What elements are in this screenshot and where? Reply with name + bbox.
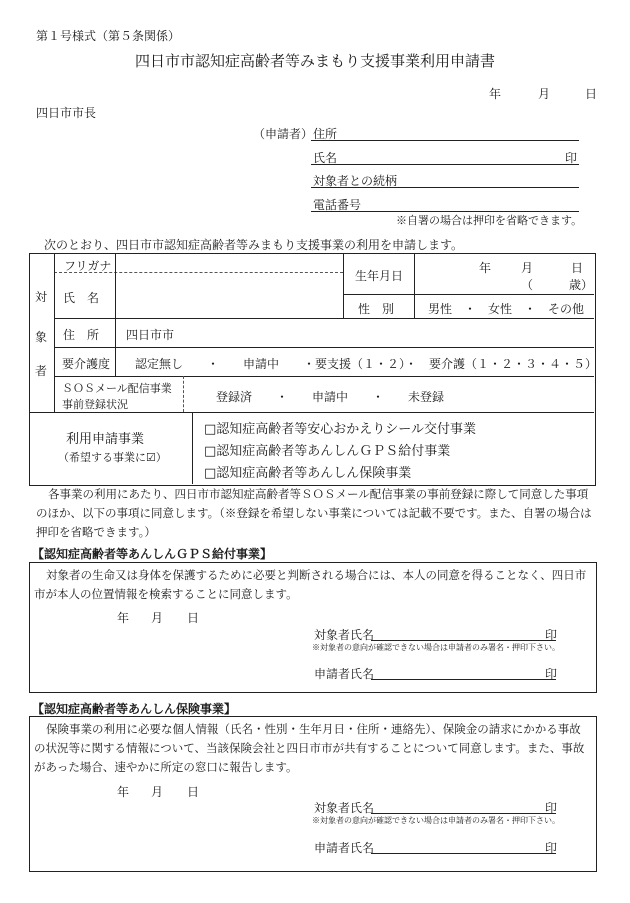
applicant-address-field[interactable] — [311, 140, 579, 141]
service-col-divider — [192, 412, 193, 484]
sex-label: 性 別 — [358, 302, 395, 316]
row-divider-1 — [54, 318, 594, 319]
gps-heading: 【認知症高齢者等あんしんＧＰＳ給付事業】 — [32, 547, 273, 561]
gps-target-seal: 印 — [545, 628, 558, 642]
page-title: 四日市市認知症高齢者等みまもり支援事業利用申請書 — [134, 52, 495, 70]
ins-target-seal: 印 — [545, 801, 558, 815]
intro-text: 次のとおり、四日市市認知症高齢者等みまもり支援事業の利用を申請します。 — [44, 238, 464, 252]
gps-date-month: 月 — [151, 611, 164, 625]
side-label-3: 者 — [35, 364, 48, 378]
ins-applicant-seal: 印 — [545, 841, 558, 855]
gps-date-year: 年 — [117, 611, 130, 625]
subject-name-field[interactable] — [118, 275, 342, 317]
consent-intro: 各事業の利用にあたり、四日市市認知症高齢者等ＳＯＳメール配信事業の事前登録に際して同意した事項のほか、以下の事項に同意します。（※登録を希望しない事業については記載不要です。また、自署の場合は押印を省略できます。） — [36, 487, 592, 539]
gps-date-day: 日 — [187, 611, 200, 625]
gps-applicant-seal: 印 — [545, 667, 558, 681]
date-year: 年 — [489, 87, 502, 101]
applicant-address-label: 住所 — [313, 127, 338, 141]
gps-target-name-field[interactable] — [371, 640, 556, 641]
side-col-divider — [54, 253, 55, 412]
service-hint: （希望する事業に☑） — [58, 451, 167, 464]
service-option-seal[interactable]: □認知症高齢者等安心おかえりシール交付事業 — [204, 422, 477, 437]
label-col-divider-1 — [115, 253, 116, 347]
ins-applicant-name-field[interactable] — [371, 853, 556, 854]
birth-divider — [343, 294, 594, 295]
age-field: （ 歳） — [521, 278, 594, 292]
service-option-insurance[interactable]: □認知症高齢者等あんしん保険事業 — [204, 466, 412, 481]
applicant-note: ※自署の場合は押印を省略できます。 — [396, 214, 583, 227]
date-month: 月 — [538, 87, 551, 101]
name-label: 氏 名 — [63, 291, 100, 305]
ins-target-name-label: 対象者氏名 — [314, 801, 375, 815]
ins-date-year: 年 — [117, 785, 130, 799]
applicant-name-label: 氏名 — [313, 151, 338, 165]
birth-month: 月 — [521, 261, 534, 275]
ins-note: ※対象者の意向が確認できない場合は申請者のみ署名・押印下さい。 — [312, 816, 560, 825]
side-label-2: 象 — [35, 330, 48, 344]
birth-day: 日 — [571, 261, 584, 275]
sos-label-2: 事前登録状況 — [62, 398, 128, 411]
care-options[interactable]: 認定無し ・ 申請中 ・要支援（１・２）・ 要介護（１・２・３・４・５） — [135, 357, 598, 371]
form-number: 第１号様式（第５条関係） — [36, 29, 181, 43]
label-col-divider-2 — [115, 347, 116, 376]
birth-label: 生年月日 — [355, 269, 404, 283]
furigana-label: フリガナ — [64, 259, 112, 273]
gps-applicant-name-field[interactable] — [371, 679, 556, 680]
service-label: 利用申請事業 — [66, 432, 145, 447]
addressee: 四日市市長 — [36, 106, 97, 120]
birth-value-divider — [414, 253, 415, 318]
address-value[interactable]: 四日市市 — [126, 328, 175, 342]
applicant-relation-label: 対象者との続柄 — [313, 174, 398, 188]
care-label: 要介護度 — [62, 357, 111, 371]
date-day: 日 — [585, 87, 598, 101]
applicant-relation-field[interactable] — [311, 187, 579, 188]
address-label: 住 所 — [63, 328, 100, 342]
gps-note: ※対象者の意向が確認できない場合は申請者のみ署名・押印下さい。 — [312, 643, 560, 652]
applicant-label: （申請者） — [253, 127, 314, 141]
gps-target-name-label: 対象者氏名 — [314, 628, 375, 642]
ins-applicant-name-label: 申請者氏名 — [314, 841, 375, 855]
sos-options[interactable]: 登録済 ・ 申請中 ・ 未登録 — [216, 390, 445, 404]
birth-year: 年 — [479, 261, 492, 275]
ins-date-day: 日 — [187, 785, 200, 799]
furigana-field[interactable] — [118, 256, 342, 271]
service-option-gps[interactable]: □認知症高齢者等あんしんＧＰＳ給付事業 — [204, 444, 451, 459]
row-divider-3 — [54, 376, 594, 377]
ins-date-month: 月 — [151, 785, 164, 799]
gps-text: 対象者の生命又は身体を保護するために必要と判断される場合には、本人の同意を得ることなく、四日市市が本人の位置情報を検索することに同意します。 — [34, 568, 587, 601]
row-divider-4 — [29, 412, 594, 413]
applicant-phone-label: 電話番号 — [313, 198, 362, 212]
ins-target-name-field[interactable] — [371, 813, 556, 814]
sex-options[interactable]: 男性 ・ 女性 ・ その他 — [428, 302, 585, 316]
insurance-heading: 【認知症高齢者等あんしん保険事業】 — [32, 702, 237, 716]
applicant-seal: 印 — [565, 151, 578, 165]
insurance-text: 保険事業の利用に必要な個人情報（氏名・性別・生年月日・住所・連絡先）、保険金の請求にかかる事故の状況等に関する情報について、当該保険会社と四日市市が共有することについて同意します。また、事故があった場合、速やかに所定の窓口に報告します。 — [34, 722, 585, 774]
applicant-name-field[interactable] — [311, 164, 579, 165]
sos-label-1: ＳＯＳメール配信事業 — [62, 382, 172, 395]
side-label-1: 対 — [35, 290, 48, 304]
sos-divider — [183, 376, 184, 412]
row-divider-2 — [54, 347, 594, 348]
birth-col-divider — [343, 253, 344, 318]
gps-applicant-name-label: 申請者氏名 — [314, 667, 375, 681]
